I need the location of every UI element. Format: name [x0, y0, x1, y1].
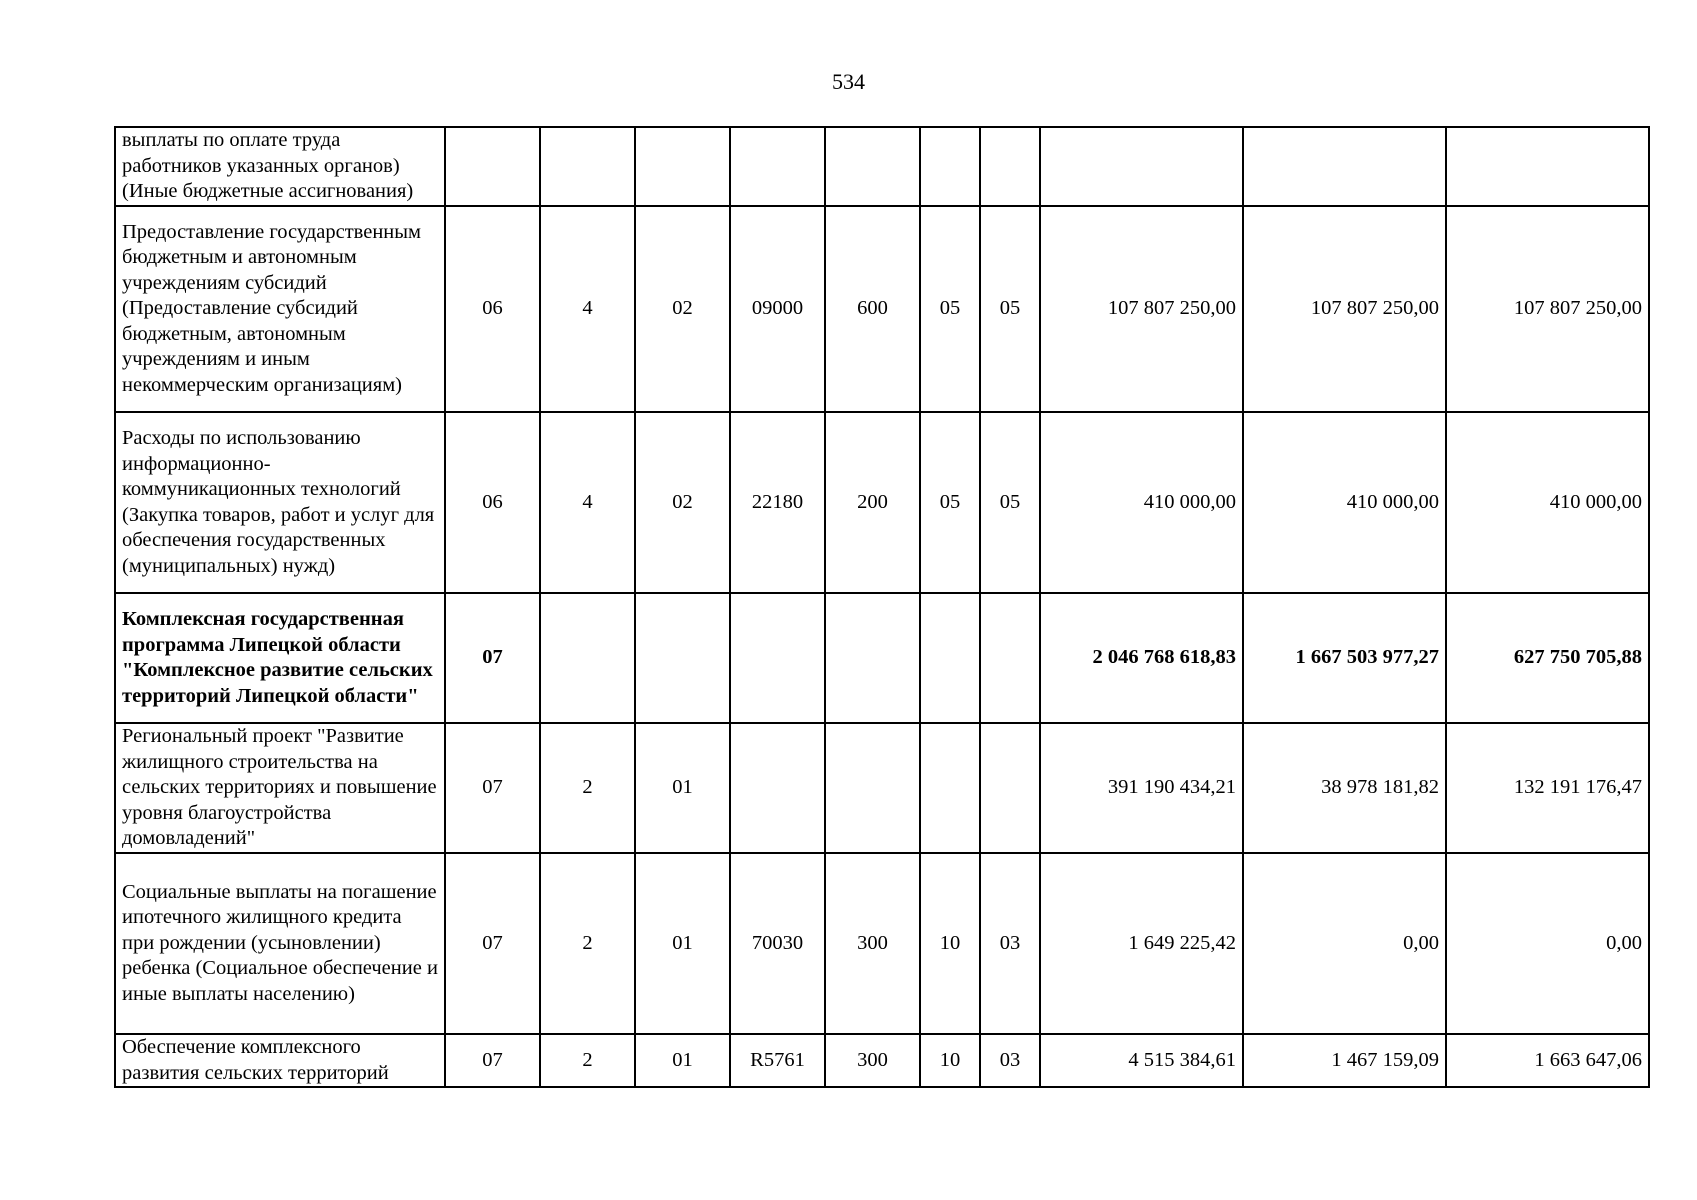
- subprogram-code: 2: [540, 853, 635, 1034]
- row-description: Расходы по использованию информационно-коммуникационных технологий (Закупка товаров, работ и услуг для обеспечения государственных (муниципальных) нужд): [115, 412, 445, 593]
- event-code: [635, 127, 730, 206]
- section-code: [920, 723, 980, 853]
- event-code: 01: [635, 723, 730, 853]
- amount-year-1: [1040, 127, 1243, 206]
- row-description: Региональный проект "Развитие жилищного строительства на сельских территориях и повышение уровня благоустройства домовладений": [115, 723, 445, 853]
- subsection-code: 03: [980, 1034, 1040, 1087]
- direction-code: 70030: [730, 853, 825, 1034]
- subprogram-code: [540, 593, 635, 723]
- amount-year-1: 391 190 434,21: [1040, 723, 1243, 853]
- program-code: 07: [445, 593, 540, 723]
- subsection-code: [980, 127, 1040, 206]
- expense-type-code: 300: [825, 1034, 920, 1087]
- section-code: [920, 127, 980, 206]
- expense-type-code: [825, 127, 920, 206]
- amount-year-2: 410 000,00: [1243, 412, 1446, 593]
- section-code: 05: [920, 412, 980, 593]
- program-code: 07: [445, 1034, 540, 1087]
- amount-year-2: 0,00: [1243, 853, 1446, 1034]
- amount-year-2: 1 467 159,09: [1243, 1034, 1446, 1087]
- amount-year-1: 4 515 384,61: [1040, 1034, 1243, 1087]
- program-code: [445, 127, 540, 206]
- program-code: 07: [445, 853, 540, 1034]
- subsection-code: 05: [980, 206, 1040, 412]
- amount-year-3: 0,00: [1446, 853, 1649, 1034]
- subprogram-code: 4: [540, 206, 635, 412]
- table-row: [115, 593, 1649, 723]
- expense-type-code: 200: [825, 412, 920, 593]
- table-body: [115, 127, 1649, 1087]
- program-code: 06: [445, 412, 540, 593]
- event-code: [635, 593, 730, 723]
- amount-year-3: 410 000,00: [1446, 412, 1649, 593]
- amount-year-1: 410 000,00: [1040, 412, 1243, 593]
- expense-type-code: 300: [825, 853, 920, 1034]
- amount-year-3: 627 750 705,88: [1446, 593, 1649, 723]
- program-code: 06: [445, 206, 540, 412]
- program-code: 07: [445, 723, 540, 853]
- subsection-code: [980, 723, 1040, 853]
- direction-code: [730, 723, 825, 853]
- event-code: 02: [635, 412, 730, 593]
- event-code: 01: [635, 853, 730, 1034]
- subprogram-code: 2: [540, 1034, 635, 1087]
- section-code: 05: [920, 206, 980, 412]
- table-row: [115, 723, 1649, 853]
- amount-year-3: [1446, 127, 1649, 206]
- direction-code: 09000: [730, 206, 825, 412]
- direction-code: R5761: [730, 1034, 825, 1087]
- table-row: [115, 206, 1649, 412]
- subprogram-code: 2: [540, 723, 635, 853]
- row-description: Предоставление государственным бюджетным и автономным учреждениям субсидий (Предоставление субсидий бюджетным, автономным учреждениям и иным некоммерческим организациям): [115, 206, 445, 412]
- table-row: [115, 127, 1649, 206]
- direction-code: 22180: [730, 412, 825, 593]
- table-row: [115, 853, 1649, 1034]
- amount-year-2: 38 978 181,82: [1243, 723, 1446, 853]
- amount-year-3: 132 191 176,47: [1446, 723, 1649, 853]
- section-code: [920, 593, 980, 723]
- amount-year-1: 1 649 225,42: [1040, 853, 1243, 1034]
- amount-year-2: 1 667 503 977,27: [1243, 593, 1446, 723]
- budget-table: [114, 126, 1650, 1088]
- amount-year-1: 2 046 768 618,83: [1040, 593, 1243, 723]
- direction-code: [730, 593, 825, 723]
- subprogram-code: [540, 127, 635, 206]
- amount-year-2: [1243, 127, 1446, 206]
- subsection-code: 03: [980, 853, 1040, 1034]
- subsection-code: 05: [980, 412, 1040, 593]
- direction-code: [730, 127, 825, 206]
- section-code: 10: [920, 1034, 980, 1087]
- event-code: 01: [635, 1034, 730, 1087]
- amount-year-2: 107 807 250,00: [1243, 206, 1446, 412]
- section-code: 10: [920, 853, 980, 1034]
- row-description: Комплексная государственная программа Липецкой области "Комплексное развитие сельских территорий Липецкой области": [115, 593, 445, 723]
- row-description: выплаты по оплате труда работников указанных органов) (Иные бюджетные ассигнования): [115, 127, 445, 206]
- expense-type-code: [825, 723, 920, 853]
- event-code: 02: [635, 206, 730, 412]
- table-row: [115, 412, 1649, 593]
- page-number: 534: [832, 69, 865, 94]
- expense-type-code: 600: [825, 206, 920, 412]
- row-description: Обеспечение комплексного развития сельских территорий: [115, 1034, 445, 1087]
- amount-year-1: 107 807 250,00: [1040, 206, 1243, 412]
- expense-type-code: [825, 593, 920, 723]
- amount-year-3: 1 663 647,06: [1446, 1034, 1649, 1087]
- subprogram-code: 4: [540, 412, 635, 593]
- amount-year-3: 107 807 250,00: [1446, 206, 1649, 412]
- table-row: [115, 1034, 1649, 1087]
- row-description: Социальные выплаты на погашение ипотечного жилищного кредита при рождении (усыновлении) ребенка (Социальное обеспечение и иные выплаты населению): [115, 853, 445, 1034]
- subsection-code: [980, 593, 1040, 723]
